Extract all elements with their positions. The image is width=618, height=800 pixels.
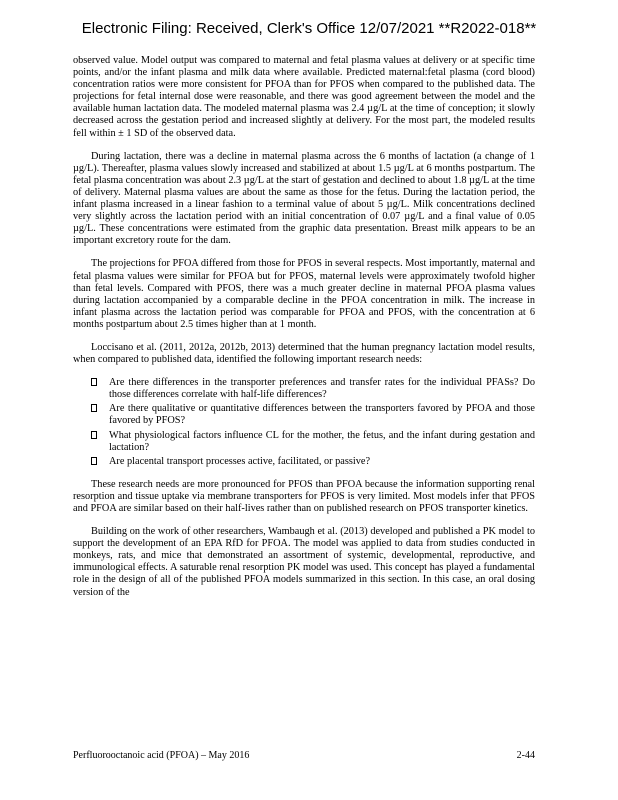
filing-header: Electronic Filing: Received, Clerk's Office 12/07/2021 **R2022-018** (81, 20, 537, 37)
page-number: 2-44 (516, 750, 535, 761)
paragraph-research-needs: These research needs are more pronounced for PFOS than PFOA because the information supporting renal resorption and tissue uptake via membrane transporters for PFOS is very limited. Most models infer that PFOS and PFOA are similar based on their half-lives rather than on published research on PFOS transporter kinetics. (73, 478, 535, 514)
footer-doc-title: Perfluorooctanoic acid (PFOA) – May 2016 (73, 750, 250, 761)
list-item-text: Are there qualitative or quantitative differences between the transporters favored by PFOA and those favored by PFOS? (109, 403, 535, 427)
bullet-box-icon (91, 431, 97, 439)
document-body (73, 55, 535, 610)
bullet-box-icon (91, 404, 97, 412)
list-item-text: What physiological factors influence CL for the mother, the fetus, and the infant during gestation and lactation? (109, 429, 535, 453)
list-item (73, 377, 535, 401)
paragraph-model-output: observed value. Model output was compared to maternal and fetal plasma values at delivery or at specific time points, and/or the infant plasma and milk data where available. Predicted maternal:fetal plasma (cord blood) concentration ratios were more consistent for PFOA than for PFOS when compared to the published data. The projections for fetal internal dose were reasonable, and there was good agreement between the model and the available human lactation data. The modeled maternal plasma was 2.4 µg/L at the time of conception; it slowly decreased across the gestation period and increased slightly at delivery. For the most part, the modeled results fell within ± 1 SD of the observed data. (73, 55, 535, 139)
paragraph-loccisano: Loccisano et al. (2011, 2012a, 2012b, 2013) determined that the human pregnancy lactation model results, when compared to published data, identified the following important research needs: (73, 341, 535, 366)
list-item-text: Are there differences in the transporter preferences and transfer rates for the individual PFASs? Do those differences correlate with half-life differences? (109, 377, 535, 401)
list-item-text: Are placental transport processes active, facilitated, or passive? (109, 455, 371, 467)
list-item (73, 456, 535, 468)
list-item (73, 403, 535, 427)
bullet-box-icon (91, 457, 97, 465)
bullet-box-icon (91, 378, 97, 386)
paragraph-lactation: During lactation, there was a decline in maternal plasma across the 6 months of lactation (a change of 1 µg/L). Thereafter, plasma values slowly increased and stabilized at about 1.5 µg/L at 6 months postpartum. The fetal plasma concentration was about 2.3 µg/L at the start of gestation and declined to about 1.8 µg/L at the time of delivery. Maternal plasma values are about the same as those for the fetus. During the lactation period, the infant plasma increased in a linear fashion to a terminal value of about 5 µg/L. Milk concentrations declined very slightly across the lactation period with an initial concentration of 0.07 µg/L and a final value of 0.05 µg/L. These concentrations were estimated from the graphic data presentation. Breast milk appears to be an important excretory route for the dam. (73, 150, 535, 247)
list-item (73, 430, 535, 454)
paragraph-wambaugh: Building on the work of other researchers, Wambaugh et al. (2013) developed and published a PK model to support the development of an EPA RfD for PFOA. The model was applied to data from studies conducted in monkeys, rats, and mice that demonstrated an assortment of systemic, developmental, reproductive, and immunological effects. A saturable renal resorption PK model was used. This concept has played a fundamental role in the design of all of the published PFOA models summarized in this section. In this case, an oral dosing version of the (73, 526, 535, 598)
paragraph-pfoa-projections: The projections for PFOA differed from those for PFOS in several respects. Most importantly, maternal and fetal plasma values were similar for PFOA but for PFOS, maternal levels were approximately twofold higher than fetal levels. Compared with PFOS, there was a much greater decline in maternal PFOA plasma values during lactation accompanied by a comparable decline in the PFOA concentration in milk. The increase in infant plasma across the lactation period was comparable for PFOA and PFOS, with the concentration at 6 months postpartum about 2.5 times higher than at 1 month. (73, 258, 535, 330)
research-needs-list (73, 377, 535, 468)
